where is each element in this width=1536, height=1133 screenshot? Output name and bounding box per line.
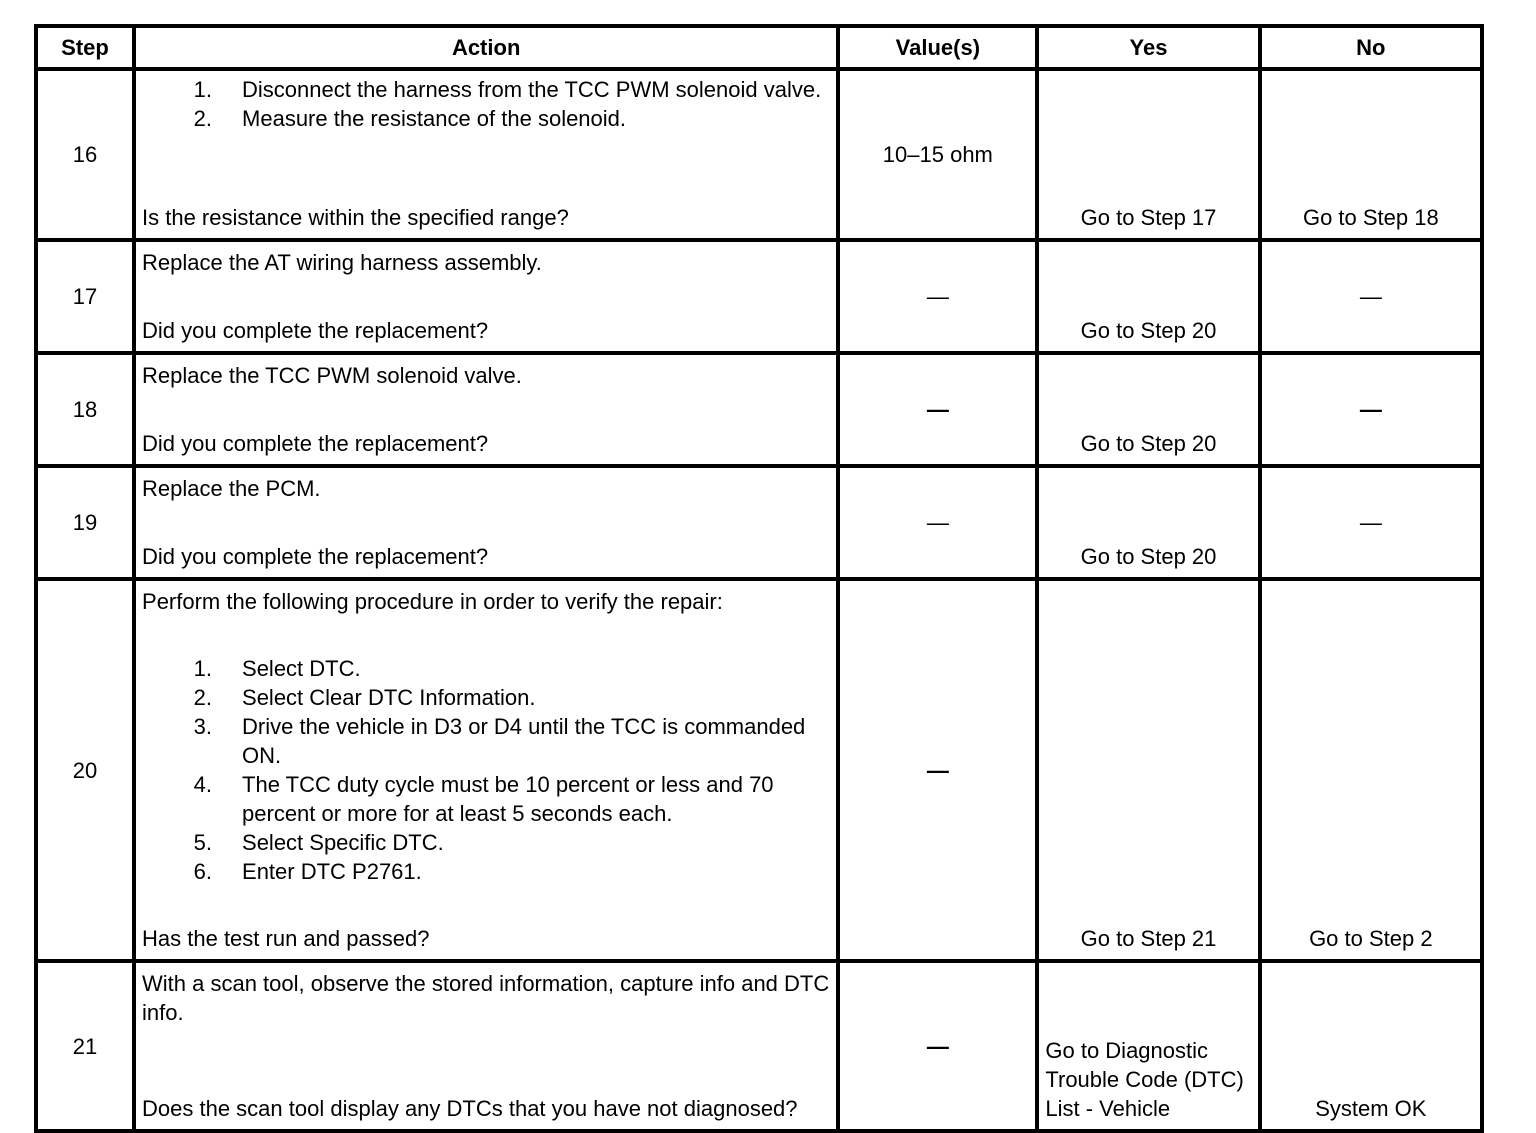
action-intro: Replace the TCC PWM solenoid valve. [142,363,522,388]
action-question: Is the resistance within the specified range? [142,205,569,230]
diagnostic-table [34,24,1484,1133]
list-item: 6. Enter DTC P2761. [193,859,422,884]
action-intro: Replace the PCM. [142,476,321,501]
yes-cell [1037,961,1259,1131]
yes-cell [1037,69,1259,240]
header-action: Action [134,26,838,69]
header-step: Step [36,26,134,69]
header-yes: Yes [1037,26,1259,69]
no-link: Go to Step 2 [1309,926,1433,951]
action-intro: Perform the following procedure in order to verify the repair: [142,589,723,614]
header-no: No [1260,26,1482,69]
step-number: 18 [36,353,134,466]
yes-cell [1037,579,1259,961]
action-cell [134,353,838,466]
action-question: Did you complete the replacement? [142,318,489,343]
yes-link: Go to Step 20 [1080,431,1217,456]
value-cell: — [838,240,1037,353]
table-row-step-19 [36,466,1482,579]
action-question: Did you complete the replacement? [142,544,489,569]
list-item: 5. Select Specific DTC. [193,830,444,855]
list-item: 3. Drive the vehicle in D3 or D4 until the TCC is commanded ON. [193,714,806,768]
no-cell [1260,579,1482,961]
step-number: 20 [36,579,134,961]
value-cell: 10–15 ohm [838,69,1037,240]
action-cell [134,69,838,240]
no-cell: — [1260,466,1482,579]
yes-cell [1037,240,1259,353]
list-item: 2. Measure the resistance of the solenoid. [193,106,627,131]
value-cell: — [838,961,1037,1131]
action-cell [134,466,838,579]
no-cell [1260,961,1482,1131]
header-row [36,26,1482,69]
action-question: Has the test run and passed? [142,926,430,951]
yes-link: Go to Diagnostic Trouble Code (DTC) List - Vehicle [1045,1038,1244,1121]
action-intro: Replace the AT wiring harness assembly. [142,250,542,275]
list-item: 2. Select Clear DTC Information. [193,685,536,710]
action-question: Did you complete the replacement? [142,431,489,456]
no-cell [1260,69,1482,240]
no-cell: — [1260,353,1482,466]
action-cell [134,240,838,353]
step-number: 21 [36,961,134,1131]
list-item: 1. Select DTC. [193,656,361,681]
procedure-list [142,654,832,886]
action-question: Does the scan tool display any DTCs that you have not diagnosed? [142,1096,798,1121]
yes-link: Go to Step 20 [1080,318,1217,343]
step-number: 16 [36,69,134,240]
table-row-step-18 [36,353,1482,466]
step-number: 17 [36,240,134,353]
yes-link: Go to Step 17 [1080,205,1217,230]
value-cell: — [838,579,1037,961]
list-item: 4. The TCC duty cycle must be 10 percent or less and 70 percent or more for at least 5 seconds each. [193,772,774,826]
no-cell: — [1260,240,1482,353]
table-row-step-20 [36,579,1482,961]
yes-cell [1037,353,1259,466]
yes-link: Go to Step 20 [1080,544,1217,569]
list-item: 1. Disconnect the harness from the TCC PWM solenoid valve. [193,77,822,102]
no-link: System OK [1315,1096,1427,1121]
action-intro: With a scan tool, observe the stored information, capture info and DTC info. [142,971,830,1025]
procedure-list [142,75,832,133]
action-cell [134,579,838,961]
value-cell: — [838,466,1037,579]
action-cell [134,961,838,1131]
step-number: 19 [36,466,134,579]
no-link: Go to Step 18 [1302,205,1439,230]
table-row-step-21 [36,961,1482,1131]
header-values: Value(s) [838,26,1037,69]
value-cell: — [838,353,1037,466]
yes-cell [1037,466,1259,579]
yes-link: Go to Step 21 [1080,926,1217,951]
table-row-step-16 [36,69,1482,240]
table-row-step-17 [36,240,1482,353]
